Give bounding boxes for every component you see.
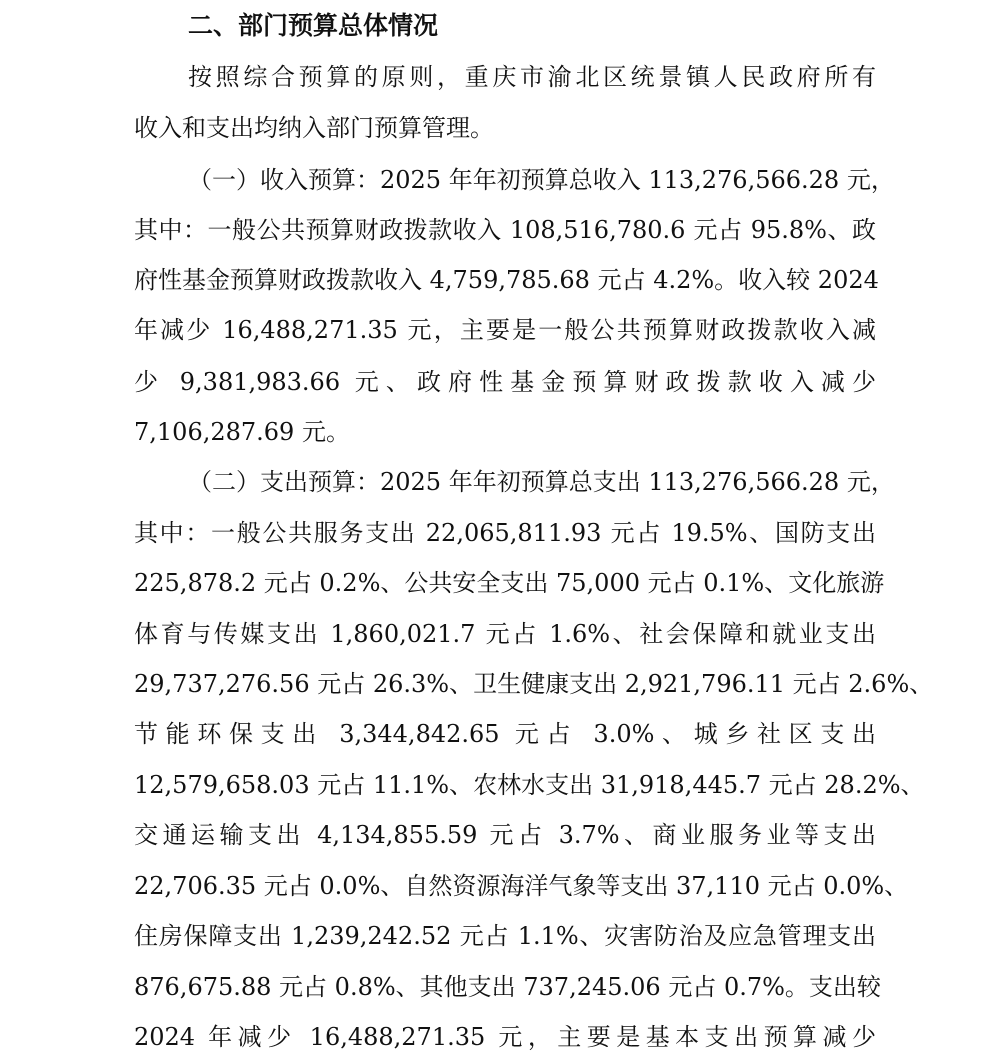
expenditure-line-6: 节能环保支出 3,344,842.65 元占 3.0%、城乡社区支出: [134, 720, 876, 748]
income-line-3: 府性基金预算财政拨款收入 4,759,785.68 元占 4.2%。收入较 2024: [134, 266, 879, 294]
expenditure-line-7: 12,579,658.03 元占 11.1%、农林水支出 31,918,445.7 元占 28.2%、: [134, 771, 925, 799]
intro-line-2: 收入和支出均纳入部门预算管理。: [134, 114, 494, 142]
income-line-2: 其中：一般公共预算财政拨款收入 108,516,780.6 元占 95.8%、政: [134, 216, 876, 244]
expenditure-line-11: 876,675.88 元占 0.8%、其他支出 737,245.06 元占 0.7%。支出较: [134, 973, 881, 1001]
income-line-5: 少 9,381,983.66 元、政府性基金预算财政拨款收入减少: [134, 368, 876, 396]
expenditure-line-8: 交通运输支出 4,134,855.59 元占 3.7%、商业服务业等支出: [134, 821, 876, 849]
expenditure-line-4: 体育与传媒支出 1,860,021.7 元占 1.6%、社会保障和就业支出: [134, 620, 876, 648]
section-heading: 二、部门预算总体情况: [188, 11, 439, 40]
expenditure-line-3: 225,878.2 元占 0.2%、公共安全支出 75,000 元占 0.1%、文化旅游: [134, 569, 885, 597]
expenditure-line-5: 29,737,276.56 元占 26.3%、卫生健康支出 2,921,796.11 元占 2.6%、: [134, 670, 934, 698]
expenditure-line-2: 其中：一般公共服务支出 22,065,811.93 元占 19.5%、国防支出: [134, 519, 876, 547]
expenditure-line-9: 22,706.35 元占 0.0%、自然资源海洋气象等支出 37,110 元占 0.0%、: [134, 872, 909, 900]
intro-line-1: 按照综合预算的原则，重庆市渝北区统景镇人民政府所有: [188, 63, 876, 91]
expenditure-line-10: 住房保障支出 1,239,242.52 元占 1.1%、灾害防治及应急管理支出: [134, 922, 876, 950]
income-line-4: 年减少 16,488,271.35 元，主要是一般公共预算财政拨款收入减: [134, 316, 876, 344]
income-line-6: 7,106,287.69 元。: [134, 418, 350, 446]
expenditure-line-1: （二）支出预算：2025 年年初预算总支出 113,276,566.28 元，: [188, 468, 895, 496]
expenditure-line-12: 2024 年减少 16,488,271.35 元，主要是基本支出预算减少: [134, 1023, 876, 1051]
income-line-1: （一）收入预算：2025 年年初预算总收入 113,276,566.28 元，: [188, 166, 895, 194]
